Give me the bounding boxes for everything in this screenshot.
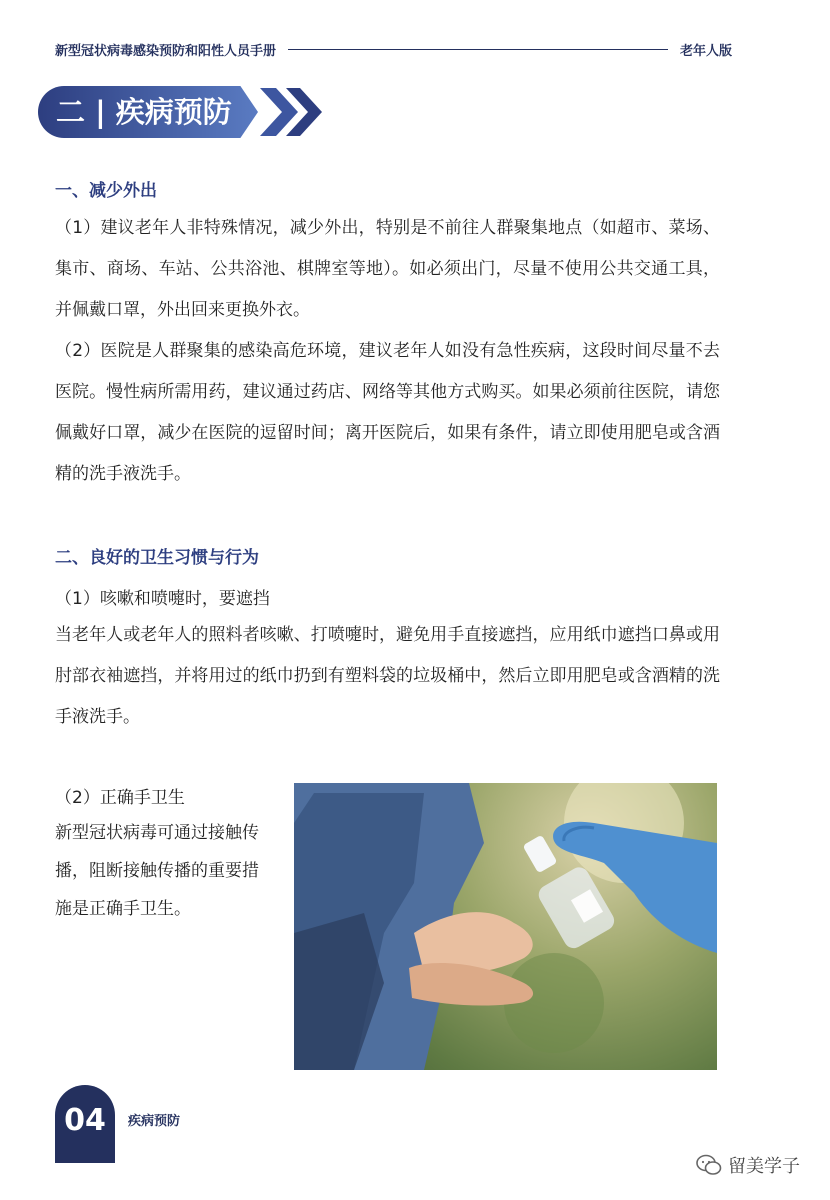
footer-section-label: 疾病预防 bbox=[128, 1114, 181, 1129]
section-title: 二 | 疾病预防 bbox=[56, 95, 232, 129]
header-rule bbox=[288, 49, 668, 50]
heading-hygiene-habits: 二、良好的卫生习惯与行为 bbox=[55, 548, 259, 568]
handbook-title: 新型冠状病毒感染预防和阳性人员手册 bbox=[55, 43, 277, 59]
wechat-icon bbox=[696, 1154, 722, 1176]
photo-illustration bbox=[294, 783, 717, 1070]
chevron-right-icon bbox=[260, 88, 330, 136]
watermark-text: 留美学子 bbox=[728, 1156, 800, 1177]
paragraph-reduce-outings-1: （1）建议老年人非特殊情况，减少外出，特别是不前往人群聚集地点（如超市、菜场、集市、商场、车站、公共浴池、棋牌室等地）。如必须出门，尽量不使用公共交通工具，并佩戴口罩，外出回来更换外衣。 bbox=[55, 218, 720, 320]
paragraph-cough-sneeze: 当老年人或老年人的照料者咳嗽、打喷嚏时，避免用手直接遮挡，应用纸巾遮挡口鼻或用肘部衣袖遮挡，并将用过的纸巾扔到有塑料袋的垃圾桶中，然后立即用肥皂或含酒精的洗手液洗手。 bbox=[55, 625, 720, 727]
subheading-cough-sneeze: （1）咳嗽和喷嚏时，要遮挡 bbox=[55, 589, 270, 609]
paragraph-reduce-outings-2: （2）医院是人群聚集的感染高危环境，建议老年人如没有急性疾病，这段时间尽量不去医院。慢性病所需用药，建议通过药店、网络等其他方式购买。如果必须前往医院，请您佩戴好口罩，减少在医院的逗留时间；离开医院后，如果有条件，请立即使用肥皂或含酒精的洗手液洗手。 bbox=[55, 341, 720, 484]
edition-label: 老年人版 bbox=[679, 43, 732, 59]
page-number-tab bbox=[55, 1085, 115, 1163]
section-banner bbox=[38, 86, 293, 138]
watermark bbox=[696, 1152, 800, 1178]
page-header bbox=[55, 38, 732, 60]
page-number: 04 bbox=[64, 1103, 106, 1138]
heading-reduce-outings: 一、减少外出 bbox=[55, 181, 157, 201]
hand-sanitizer-photo bbox=[294, 783, 717, 1070]
paragraph-hand-hygiene: 新型冠状病毒可通过接触传播，阻断接触传播的重要措施是正确手卫生。 bbox=[55, 823, 259, 919]
subheading-hand-hygiene: （2）正确手卫生 bbox=[55, 788, 185, 808]
